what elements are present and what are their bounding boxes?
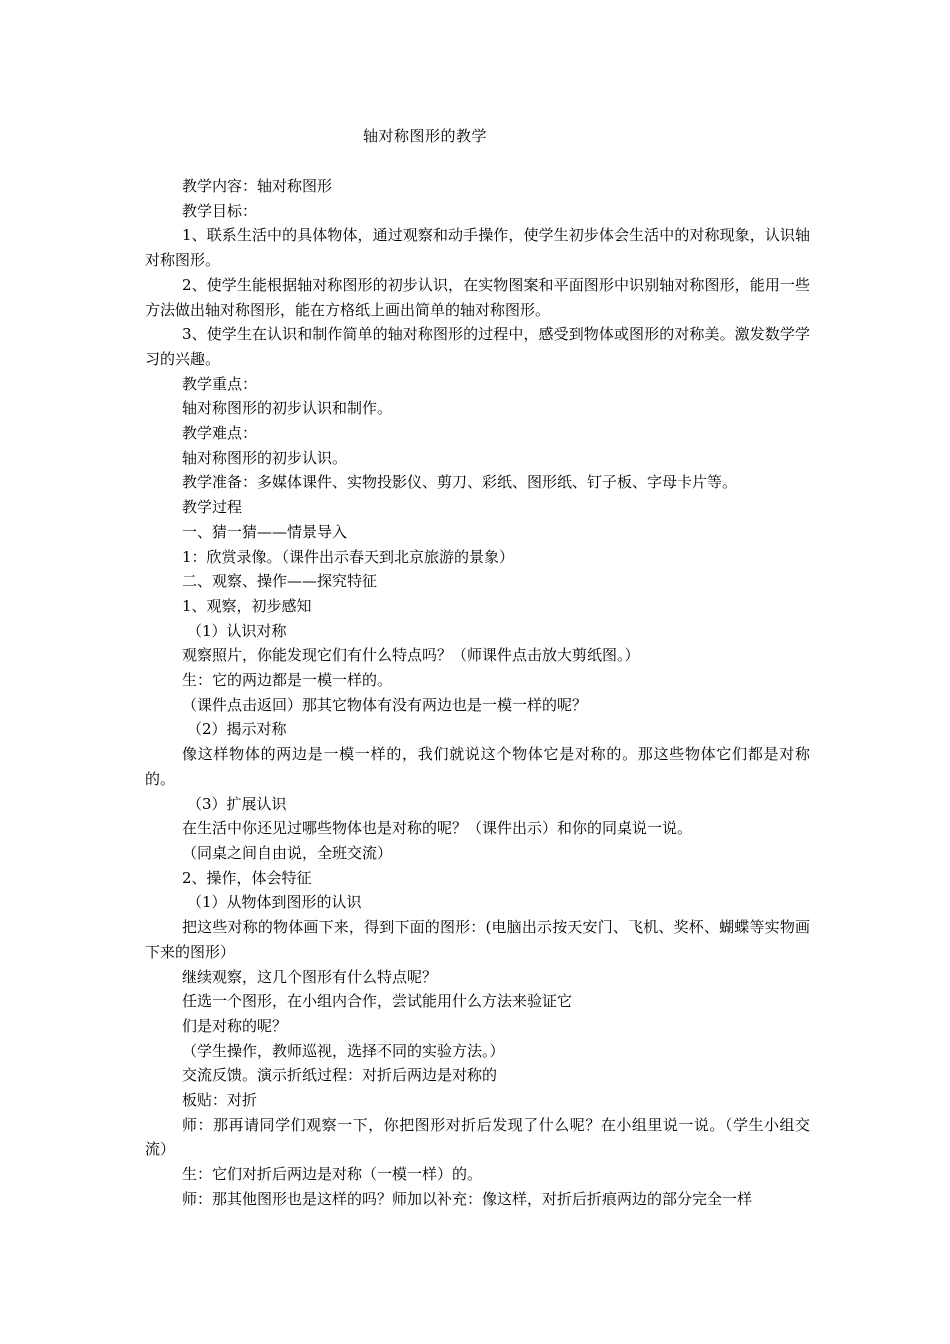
paragraph: 1：欣赏录像。（课件出示春天到北京旅游的景象） — [182, 547, 515, 566]
paragraph: 教学难点： — [182, 424, 258, 443]
paragraph: （3）扩展认识 — [187, 794, 287, 813]
paragraph: 教学重点： — [182, 374, 258, 393]
paragraph: 们是对称的呢？ — [182, 1016, 288, 1035]
paragraph: 板贴：对折 — [182, 1091, 258, 1110]
paragraph: （同桌之间自由说，全班交流） — [182, 843, 393, 862]
paragraph: 生：它的两边都是一模一样的。 — [182, 671, 393, 690]
paragraph: 教学目标： — [182, 201, 258, 220]
document-title: 轴对称图形的教学 — [362, 127, 487, 145]
paragraph: 在生活中你还见过哪些物体也是对称的呢？（课件出示）和你的同桌说一说。 — [182, 819, 693, 838]
paragraph: （学生操作，教师巡视，选择不同的实验方法。） — [182, 1041, 505, 1060]
paragraph: （1）认识对称 — [187, 621, 287, 640]
paragraph: 生：它们对折后两边是对称（一模一样）的。 — [182, 1165, 483, 1184]
paragraph: 2、操作，体会特征 — [182, 868, 312, 887]
paragraph: 继续观察，这几个图形有什么特点呢？ — [182, 967, 438, 986]
document-body — [145, 174, 810, 1212]
paragraph: 2、使学生能根据轴对称图形的初步认识，在实物图案和平面图形中识别轴对称图形，能用一些方法做出轴对称图形，能在方格纸上画出简单的轴对称图形。 — [145, 275, 810, 319]
paragraph: 二、观察、操作——探究特征 — [182, 572, 378, 591]
paragraph: （课件点击返回）那其它物体有没有两边也是一模一样的呢？ — [182, 695, 588, 714]
paragraph: 像这样物体的两边是一模一样的，我们就说这个物体它是对称的。那这些物体它们都是对称的。 — [145, 745, 810, 788]
paragraph: （1）从物体到图形的认识 — [187, 893, 362, 912]
paragraph: 1、联系生活中的具体物体，通过观察和动手操作，使学生初步体会生活中的对称现象，认识轴对称图形。 — [145, 226, 810, 270]
paragraph: 观察照片，你能发现它们有什么特点吗？（师课件点击放大剪纸图。） — [182, 646, 640, 665]
paragraph: 轴对称图形的初步认识和制作。 — [182, 399, 393, 418]
paragraph: 教学过程 — [182, 498, 243, 517]
paragraph: 任选一个图形，在小组内合作，尝试能用什么方法来验证它 — [182, 992, 573, 1011]
paragraph: 1、观察，初步感知 — [182, 596, 312, 615]
paragraph: 3、使学生在认识和制作简单的轴对称图形的过程中，感受到物体或图形的对称美。激发数学学习的兴趣。 — [145, 325, 810, 368]
paragraph: 教学内容：轴对称图形 — [182, 177, 333, 195]
paragraph: 把这些对称的物体画下来，得到下面的图形：(电脑出示按天安门、飞机、奖杯、蝴蝶等实物画下来的图形） — [145, 918, 810, 961]
paragraph: 一、猜一猜——情景导入 — [182, 522, 348, 541]
paragraph: 交流反馈。演示折纸过程：对折后两边是对称的 — [182, 1066, 498, 1085]
paragraph: 轴对称图形的初步认识。 — [182, 448, 348, 467]
paragraph: 教学准备：多媒体课件、实物投影仪、剪刀、彩纸、图形纸、钉子板、字母卡片等。 — [182, 473, 738, 492]
paragraph: 师：那再请同学们观察一下，你把图形对折后发现了什么呢？在小组里说一说。（学生小组交流） — [145, 1115, 810, 1159]
paragraph: 师：那其他图形也是这样的吗？师加以补充：像这样，对折后折痕两边的部分完全一样 — [182, 1189, 753, 1208]
paragraph: （2）揭示对称 — [187, 720, 287, 739]
